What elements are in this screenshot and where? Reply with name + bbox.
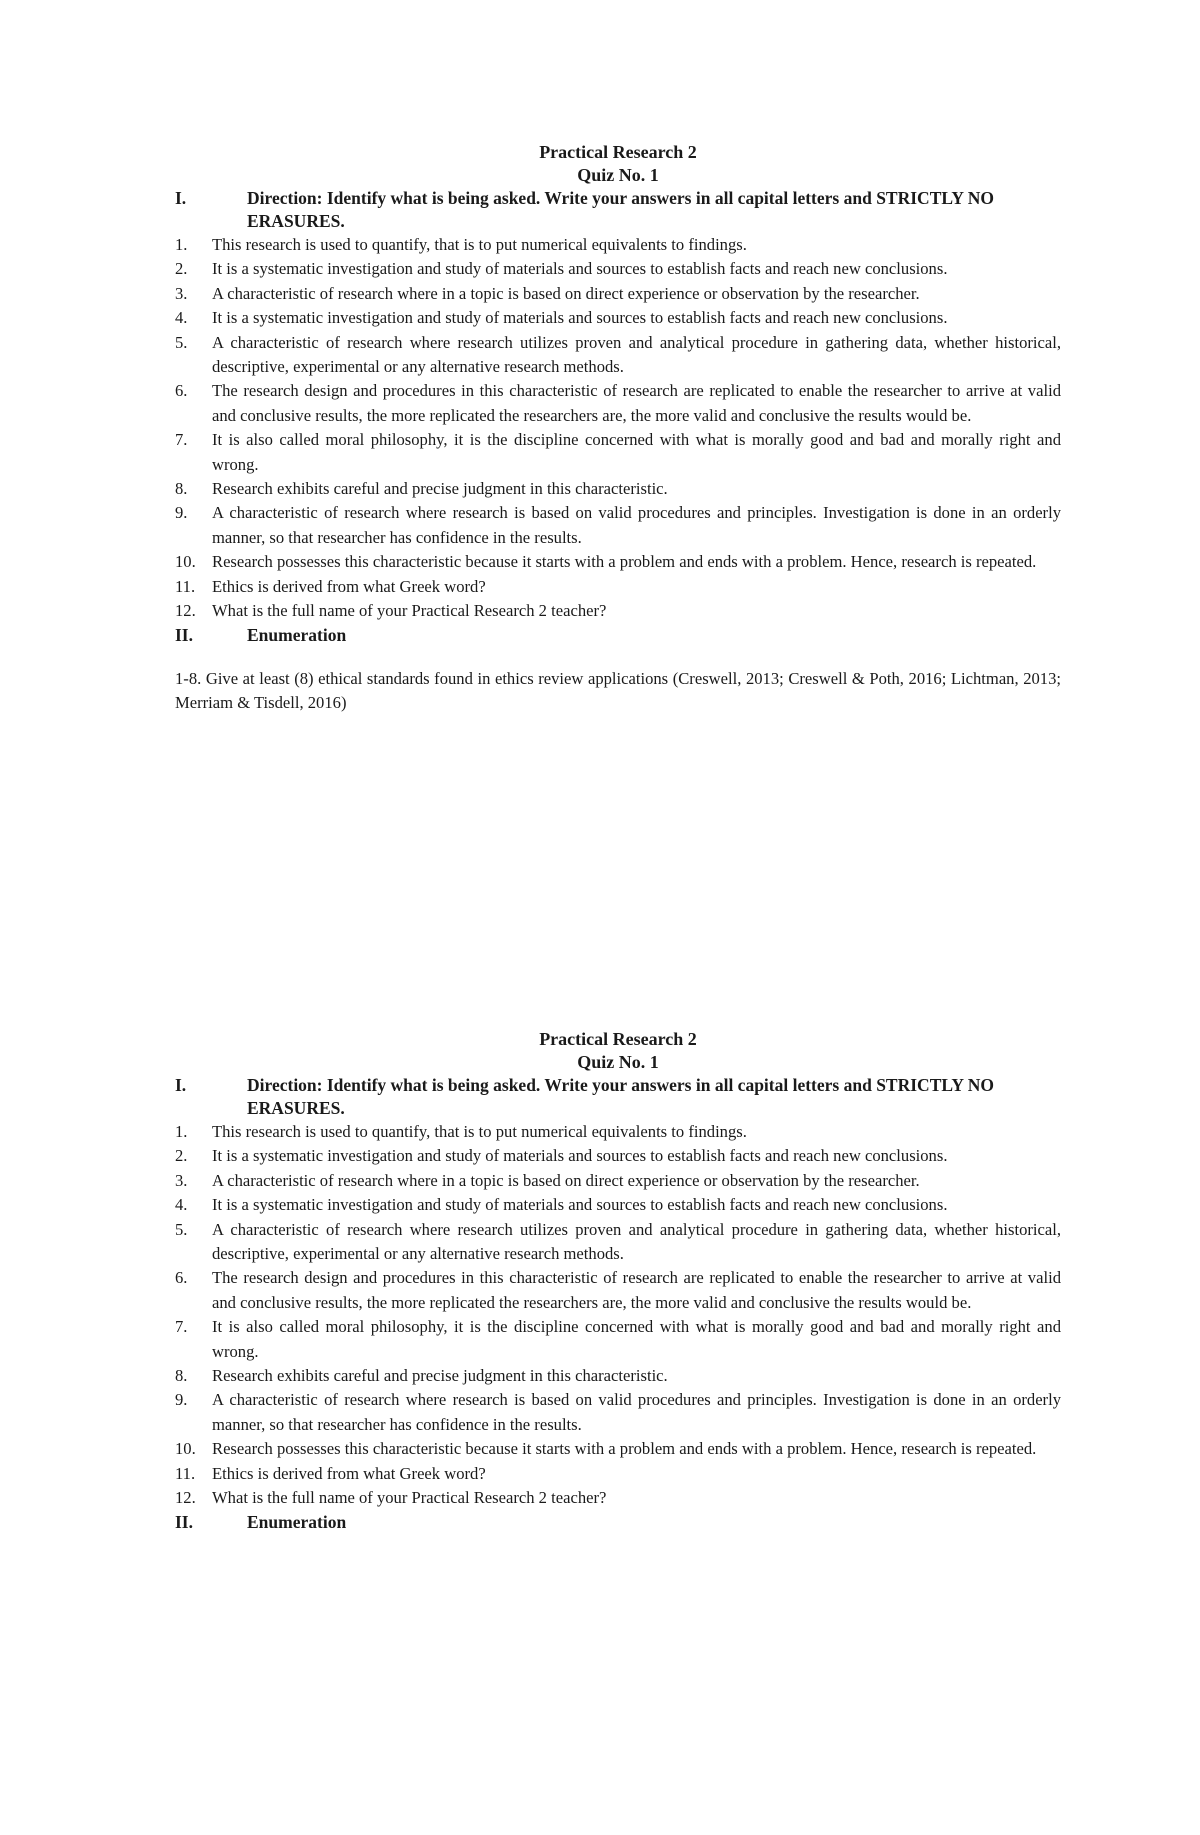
question-number: 10. [175,1439,196,1459]
section-heading-text: Direction: Identify what is being asked. Write your answers in all capital letters and STRICTLY NO ERASURES. [247,1075,995,1118]
question-number: 11. [175,1463,196,1483]
question-item [175,306,1061,330]
quiz-sheet-top [175,141,1061,715]
question-item [175,599,1061,623]
question-number: 9. [175,1390,188,1410]
question-text: A characteristic of research where research utilizes proven and analytical procedure in gathering data, whether historical, descriptive, experimental or any alternative research methods. [212,1219,1061,1264]
question-text: It is a systematic investigation and study of materials and sources to establish facts and reach new conclusions. [212,308,948,328]
quiz-number: Quiz No. 1 [577,165,659,185]
section-heading-text: Enumeration [247,1511,347,1532]
question-text: Research exhibits careful and precise judgment in this characteristic. [212,479,668,499]
question-number: 3. [175,1170,188,1190]
question-number: 6. [175,381,188,401]
question-number: 3. [175,283,188,303]
question-text: A characteristic of research where in a topic is based on direct experience or observation by the researcher. [212,283,920,303]
question-text: A characteristic of research where in a topic is based on direct experience or observation by the researcher. [212,1170,920,1190]
question-item [175,1486,1061,1510]
question-number: 6. [175,1268,188,1288]
question-number: 1. [175,235,188,254]
quiz-number: Quiz No. 1 [577,1052,659,1072]
question-item [175,1437,1061,1461]
question-number: 12. [175,601,196,621]
question-text: A characteristic of research where research is based on valid procedures and principles. Investigation is done in an orderly manner, so that researcher has confidence in the results. [212,503,1061,547]
enumeration-instruction: 1-8. Give at least (8) ethical standards found in ethics review applications (Creswell, 2013; Creswell & Poth, 2016; Lichtman, 2013; Merriam & Tisdell, 2016) [175,668,1061,712]
question-number: 5. [175,1219,188,1239]
quiz-title: Practical Research 2 [539,142,697,162]
question-item [175,257,1061,281]
question-item [175,379,1061,428]
question-item [175,550,1061,574]
question-item [175,233,1061,257]
question-number: 7. [175,430,188,450]
question-item [175,477,1061,501]
question-number: 10. [175,552,196,572]
section-numeral: II. [175,1511,193,1532]
question-item [175,1364,1061,1388]
question-list [175,1120,1061,1511]
question-number: 1. [175,1122,188,1141]
question-number: 2. [175,259,188,279]
question-item [175,1462,1061,1486]
question-text: What is the full name of your Practical Research 2 teacher? [212,1488,607,1508]
question-item [175,1169,1061,1193]
section-numeral: II. [175,624,193,645]
quiz-title: Practical Research 2 [539,1029,697,1049]
question-number: 7. [175,1317,188,1337]
question-text: A characteristic of research where research utilizes proven and analytical procedure in gathering data, whether historical, descriptive, experimental or any alternative research methods. [212,332,1061,377]
question-text: It is a systematic investigation and study of materials and sources to establish facts and reach new conclusions. [212,259,948,279]
section-heading-direction [175,1074,1061,1120]
question-text: Research possesses this characteristic because it starts with a problem and ends with a problem. Hence, research is repeated. [212,1439,1037,1459]
question-text: Ethics is derived from what Greek word? [212,576,486,596]
question-item [175,575,1061,599]
question-text: What is the full name of your Practical Research 2 teacher? [212,601,607,621]
question-text: Ethics is derived from what Greek word? [212,1463,486,1483]
question-text: It is also called moral philosophy, it is the discipline concerned with what is morally good and bad and morally right and wrong. [212,430,1061,474]
question-number: 4. [175,308,188,328]
section-numeral: I. [175,1075,187,1095]
question-text: The research design and procedures in this characteristic of research are replicated to enable the researcher to arrive at valid and conclusive results, the more replicated the researchers are, the more valid and conclusive the results would be. [212,381,1061,425]
section-heading-enumeration [175,1511,1061,1534]
question-number: 8. [175,1366,188,1386]
question-item [175,501,1061,550]
question-number: 8. [175,479,188,499]
question-item [175,1144,1061,1168]
question-item [175,282,1061,306]
question-text: Research exhibits careful and precise judgment in this characteristic. [212,1366,668,1386]
section-numeral: I. [175,188,187,208]
section-heading-enumeration [175,624,1061,647]
quiz-sheet-bottom [175,1028,1061,1534]
question-item [175,1266,1061,1315]
question-text: The research design and procedures in this characteristic of research are replicated to enable the researcher to arrive at valid and conclusive results, the more replicated the researchers are, the more valid and conclusive the results would be. [212,1268,1061,1312]
question-text: This research is used to quantify, that is to put numerical equivalents to findings. [212,1122,747,1141]
question-item [175,1218,1061,1267]
question-text: It is also called moral philosophy, it is the discipline concerned with what is morally good and bad and morally right and wrong. [212,1317,1061,1361]
question-item [175,428,1061,477]
question-number: 2. [175,1146,188,1166]
question-list [175,233,1061,624]
question-item [175,1388,1061,1437]
question-item [175,1120,1061,1144]
question-number: 11. [175,576,196,596]
question-item [175,331,1061,380]
question-number: 12. [175,1488,196,1508]
question-text: It is a systematic investigation and study of materials and sources to establish facts and reach new conclusions. [212,1195,948,1215]
section-heading-text: Enumeration [247,624,347,645]
question-item [175,1315,1061,1364]
question-text: This research is used to quantify, that is to put numerical equivalents to findings. [212,235,747,254]
question-number: 9. [175,503,188,523]
section-heading-text: Direction: Identify what is being asked. Write your answers in all capital letters and STRICTLY NO ERASURES. [247,188,995,231]
question-text: Research possesses this characteristic because it starts with a problem and ends with a problem. Hence, research is repeated. [212,552,1037,572]
question-item [175,1193,1061,1217]
question-text: A characteristic of research where research is based on valid procedures and principles. Investigation is done in an orderly manner, so that researcher has confidence in the results. [212,1390,1061,1434]
section-heading-direction [175,187,1061,233]
question-number: 4. [175,1195,188,1215]
question-text: It is a systematic investigation and study of materials and sources to establish facts and reach new conclusions. [212,1146,948,1166]
question-number: 5. [175,332,188,352]
